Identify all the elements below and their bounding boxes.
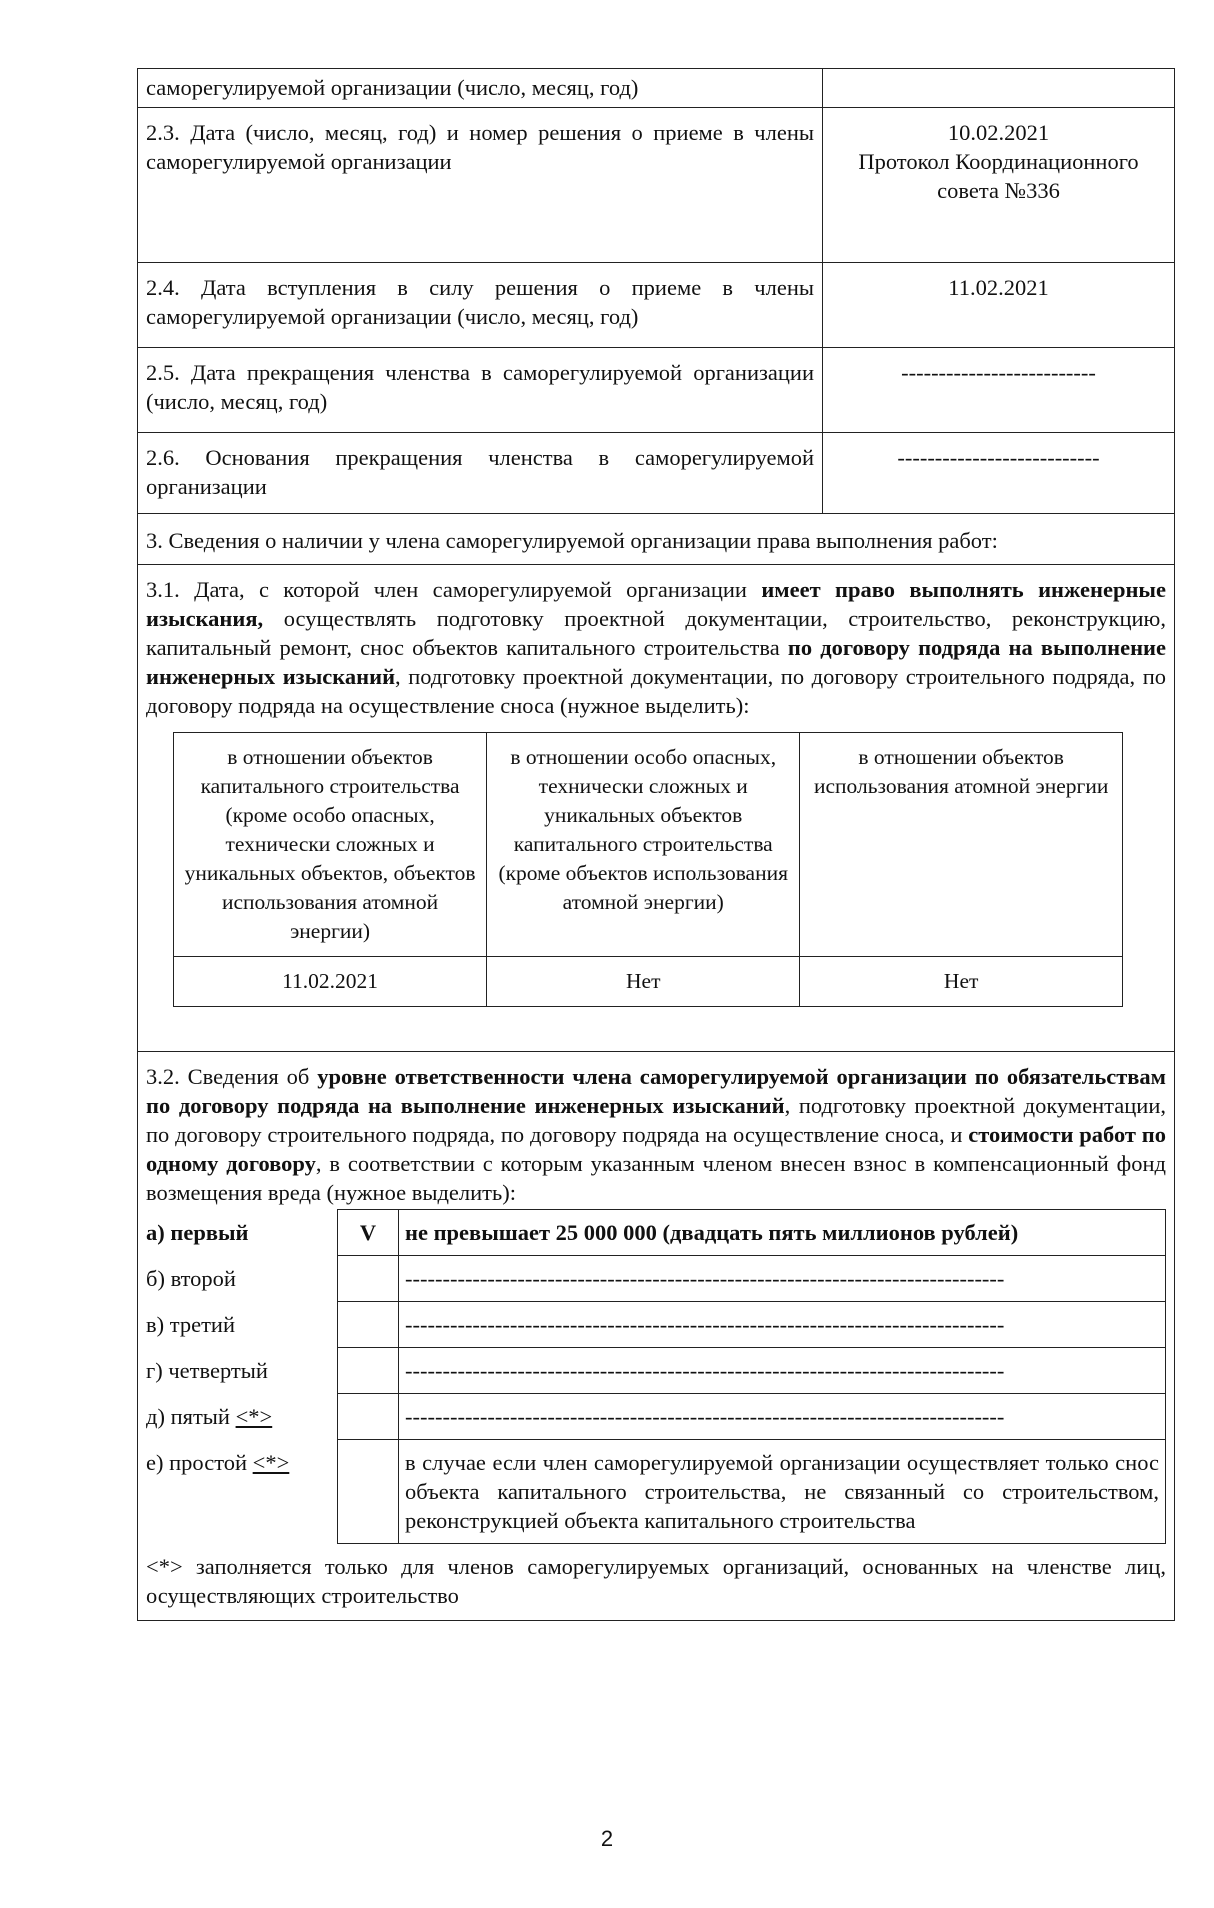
- row-3: [138, 514, 1175, 565]
- row-2-5: [138, 348, 1175, 433]
- s31-bold-1: имеет право выполнять инженерные изыскания,: [146, 577, 1166, 631]
- row-3-2: [138, 1052, 1175, 1621]
- level-row-4: [146, 1348, 1166, 1394]
- footnote-ref: <*>: [235, 1403, 273, 1429]
- s32-bold-2: стоимости работ по одному договору: [146, 1122, 1166, 1176]
- row-2-5-value: --------------------------: [823, 348, 1175, 433]
- level-row-2: [146, 1256, 1166, 1302]
- value-dangerous-objects: Нет: [487, 957, 800, 1007]
- level-mark: [338, 1440, 399, 1544]
- level-mark: [338, 1348, 399, 1394]
- row-2-6-value: ---------------------------: [823, 433, 1175, 514]
- row-2-4-label: 2.4. Дата вступления в силу решения о приеме в члены саморегулируемой организации (число, месяц, год): [138, 263, 823, 348]
- row-prev-continuation: [138, 69, 1175, 108]
- row-2-3-label: 2.3. Дата (число, месяц, год) и номер решения о приеме в члены саморегулируемой организации: [138, 108, 823, 263]
- responsibility-levels-table: [146, 1209, 1166, 1544]
- header-dangerous-objects: в отношении особо опасных, технически сложных и уникальных объектов капитального строительства (кроме объектов использования атомной энергии): [487, 733, 800, 957]
- row-2-6-label: 2.6. Основания прекращения членства в саморегулируемой организации: [138, 433, 823, 514]
- s31-text-2: осуществлять подготовку проектной документации, строительство, реконструкцию, капитальный ремонт, снос объектов капитального строительства: [146, 606, 1166, 660]
- level-desc: --------------------------------------------------------------------------------: [399, 1302, 1166, 1348]
- level-label: в) третий: [146, 1311, 236, 1337]
- header-capital-objects: в отношении объектов капитального строительства (кроме особо опасных, технически сложных и уникальных объектов, объектов использования атомной энергии): [174, 733, 487, 957]
- row-2-3-value: [823, 108, 1175, 263]
- object-types-table: [173, 732, 1123, 1007]
- level-desc: --------------------------------------------------------------------------------: [399, 1394, 1166, 1440]
- header-atomic-objects: в отношении объектов использования атомной энергии: [800, 733, 1123, 957]
- level-row-1: [146, 1210, 1166, 1256]
- level-label: д) пятый: [146, 1403, 230, 1429]
- level-mark: [338, 1256, 399, 1302]
- decision-protocol: Протокол Координационного совета №336: [858, 149, 1139, 203]
- level-desc: --------------------------------------------------------------------------------: [399, 1348, 1166, 1394]
- level-mark: [338, 1302, 399, 1348]
- object-types-value-row: [174, 957, 1123, 1007]
- level-row-3: [146, 1302, 1166, 1348]
- level-desc: в случае если член саморегулируемой организации осуществляет только снос объекта капитального строительства, не связанный со строительством, реконструкцией объекта капитального строительства: [399, 1440, 1166, 1544]
- s32-text-1: 3.2. Сведения об: [146, 1064, 318, 1089]
- s31-bold-2: по договору подряда на выполнение инженерных изысканий: [146, 635, 1167, 689]
- s32-text-3: , в соответствии с которым указанным членом внесен взнос в компенсационный фонд возмещения вреда (нужное выделить):: [146, 1151, 1166, 1205]
- membership-table: [137, 68, 1175, 1621]
- decision-date: 10.02.2021: [947, 120, 1050, 145]
- level-row-6: [146, 1440, 1166, 1544]
- row-2-6: [138, 433, 1175, 514]
- footnote: <*> заполняется только для членов саморегулируемых организаций, основанных на членстве лиц, осуществляющих строительство: [146, 1554, 1166, 1608]
- level-desc: не превышает 25 000 000 (двадцать пять миллионов рублей): [399, 1210, 1166, 1256]
- section-3-1-text: [146, 575, 1166, 720]
- row-3-1: [138, 565, 1175, 1052]
- row-prev-label: саморегулируемой организации (число, месяц, год): [138, 69, 823, 108]
- level-label: б) второй: [146, 1265, 236, 1291]
- row-3-heading: 3. Сведения о наличии у члена саморегулируемой организации права выполнения работ:: [138, 514, 1175, 565]
- row-2-4-value: 11.02.2021: [823, 263, 1175, 348]
- value-atomic-objects: Нет: [800, 957, 1123, 1007]
- object-types-header-row: [174, 733, 1123, 957]
- row-2-3: [138, 108, 1175, 263]
- value-capital-objects: 11.02.2021: [174, 957, 487, 1007]
- section-3-2-text: [146, 1062, 1166, 1207]
- s31-text-1: 3.1. Дата, с которой член саморегулируемой организации: [146, 577, 762, 602]
- page-number: 2: [600, 1826, 614, 1851]
- row-2-5-label: 2.5. Дата прекращения членства в саморегулируемой организации (число, месяц, год): [138, 348, 823, 433]
- s32-bold-1: уровне ответственности члена саморегулируемой организации по обязательствам по договору подряда на выполнение инженерных изысканий: [146, 1064, 1166, 1118]
- level-row-5: [146, 1394, 1166, 1440]
- footnote-ref: <*>: [252, 1449, 290, 1475]
- section-3-2: [138, 1052, 1175, 1621]
- level-label: г) четвертый: [146, 1357, 268, 1383]
- s32-text-2: , подготовку проектной документации, по договору строительного подряда, по договору подряда на осуществление сноса, и: [146, 1093, 1166, 1147]
- section-3-1: [138, 565, 1175, 1052]
- level-label: а) первый: [146, 1219, 249, 1245]
- level-label: е) простой: [146, 1449, 248, 1475]
- row-prev-value: [823, 69, 1175, 108]
- s31-text-3: , подготовку проектной документации, по договору строительного подряда, по договору подряда на осуществление сноса (нужное выделить):: [146, 664, 1166, 718]
- level-mark-checked: V: [338, 1210, 399, 1256]
- level-mark: [338, 1394, 399, 1440]
- level-label-cell: [146, 1394, 338, 1440]
- level-desc: --------------------------------------------------------------------------------: [399, 1256, 1166, 1302]
- level-label-cell: [146, 1440, 338, 1544]
- row-2-4: [138, 263, 1175, 348]
